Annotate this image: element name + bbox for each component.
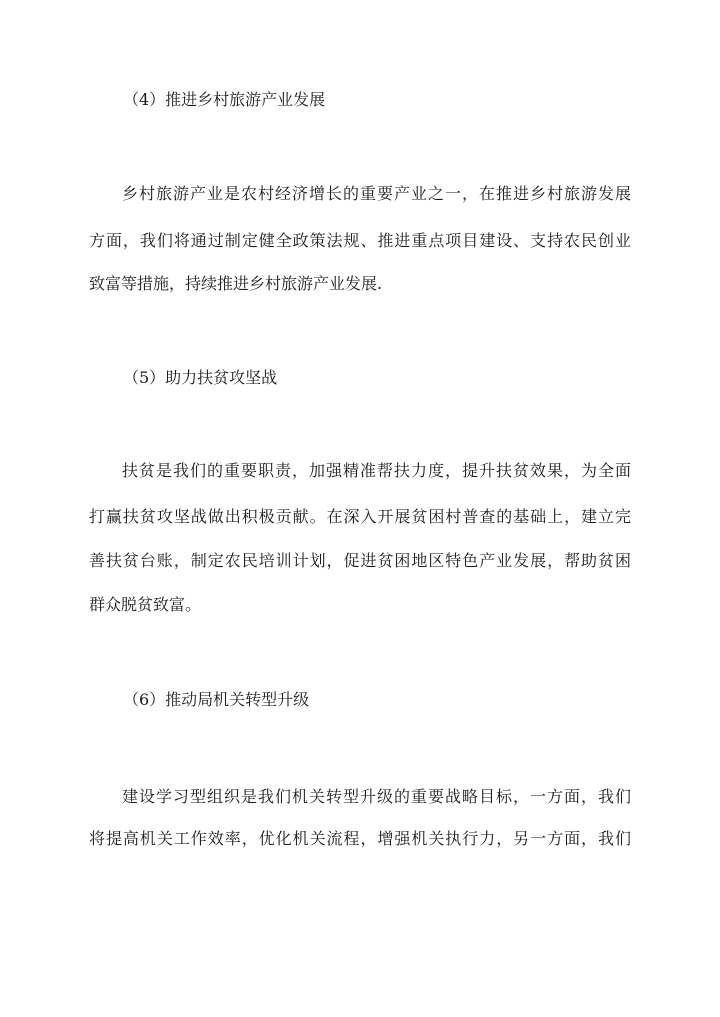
paragraph-line: 乡村旅游产业是农村经济增长的重要产业之一，在推进乡村旅游发展 bbox=[122, 184, 631, 203]
section-heading-5: （5）助力扶贫攻坚战 bbox=[123, 368, 278, 387]
paragraph-line: 打赢扶贫攻坚战做出积极贡献。在深入开展贫困村普查的基础上，建立完 bbox=[89, 507, 631, 526]
paragraph-line: 将提高机关工作效率，优化机关流程，增强机关执行力，另一方面，我们 bbox=[89, 829, 631, 848]
paragraph-line: 致富等措施，持续推进乡村旅游产业发展. bbox=[89, 274, 383, 293]
paragraph-line: 群众脱贫致富。 bbox=[89, 595, 202, 614]
section-heading-4: （4）推进乡村旅游产业发展 bbox=[123, 90, 326, 109]
paragraph-line: 扶贫是我们的重要职责，加强精准帮扶力度，提升扶贫效果，为全面 bbox=[122, 461, 631, 480]
paragraph-line: 建设学习型组织是我们机关转型升级的重要战略目标，一方面，我们 bbox=[122, 787, 631, 806]
paragraph-line: 善扶贫台账，制定农民培训计划，促进贫困地区特色产业发展，帮助贫困 bbox=[89, 551, 631, 570]
paragraph-line: 方面，我们将通过制定健全政策法规、推进重点项目建设、支持农民创业 bbox=[89, 231, 631, 250]
section-heading-6: （6）推动局机关转型升级 bbox=[123, 690, 310, 709]
